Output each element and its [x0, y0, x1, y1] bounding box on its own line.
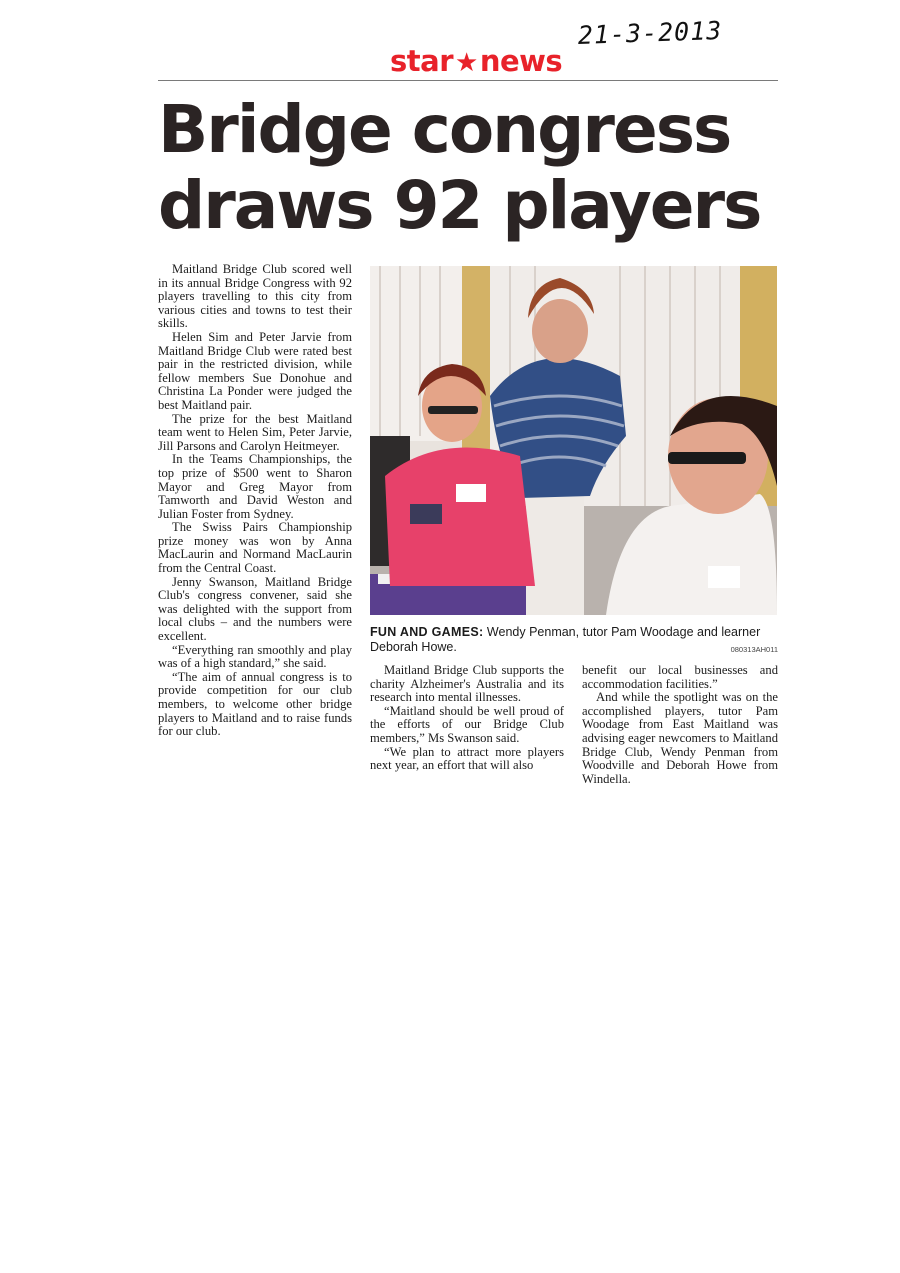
- photo-code: 080313AH011: [730, 645, 778, 654]
- paragraph: Maitland Bridge Club supports the charity Alzheimer's Australia and its research into mental illnesses.: [370, 663, 564, 705]
- headline-line-2: draws 92 players: [158, 167, 761, 244]
- masthead-star-word: star: [390, 44, 453, 78]
- photo-caption: [370, 625, 778, 655]
- article-photo: [370, 266, 777, 615]
- caption-lead: FUN AND GAMES:: [370, 625, 484, 639]
- masthead-news-word: news: [479, 44, 563, 78]
- paragraph: Helen Sim and Peter Jarvie from Maitland Bridge Club were rated best pair in the restricted division, while fellow members Sue Donohue and Christina La Ponder were judged the best Maitland pair.: [158, 329, 352, 412]
- paragraph: And while the spotlight was on the accomplished players, tutor Pam Woodage from East Maitland was advising eager newcomers to Maitland Bridge Club, Wendy Penman from Woodville and Deborah Howe from Windella.: [582, 690, 778, 786]
- paragraph: Maitland Bridge Club scored well in its annual Bridge Congress with 92 players travelling to this city from various cities and towns to test their skills.: [158, 262, 352, 331]
- article-column-3: [582, 664, 778, 786]
- headline-line-1: Bridge congress: [158, 91, 731, 168]
- paragraph: “We plan to attract more players next year, an effort that will also: [370, 744, 564, 773]
- caption-text: Wendy Penman, tutor Pam Woodage and learner Deborah Howe.: [370, 625, 761, 654]
- handwritten-date: 21-3-2013: [577, 15, 723, 50]
- star-icon: ★: [455, 48, 478, 78]
- article-column-1: [158, 263, 352, 739]
- article-column-2: [370, 664, 564, 773]
- masthead-divider: [158, 80, 778, 81]
- paragraph: The Swiss Pairs Championship prize money was won by Anna MacLaurin and Normand MacLaurin from the Central Coast.: [158, 520, 352, 576]
- paragraph: “The aim of annual congress is to provide competition for our club members, to welcome other bridge players to Maitland and to raise funds for our club.: [158, 669, 352, 739]
- photo-of-three-women-playing-bridge-icon: [370, 266, 777, 615]
- masthead-logo: [390, 44, 562, 80]
- paragraph: “Maitland should be well proud of the efforts of our Bridge Club members,” Ms Swanson said.: [370, 703, 564, 745]
- paragraph: benefit our local businesses and accommodation facilities.”: [582, 663, 778, 691]
- paragraph: In the Teams Championships, the top prize of $500 went to Sharon Mayor and Greg Mayor from Tamworth and David Weston and Julian Foster from Sydney.: [158, 452, 352, 521]
- headline: [158, 92, 788, 244]
- paragraph: Jenny Swanson, Maitland Bridge Club's congress convener, said she was delighted with the support from local clubs – and the numbers were excellent.: [158, 574, 352, 644]
- paragraph: “Everything ran smoothly and play was of a high standard,” she said.: [158, 642, 352, 671]
- paragraph: The prize for the best Maitland team went to Helen Sim, Peter Jarvie, Jill Parsons and Carolyn Heitmeyer.: [158, 411, 352, 453]
